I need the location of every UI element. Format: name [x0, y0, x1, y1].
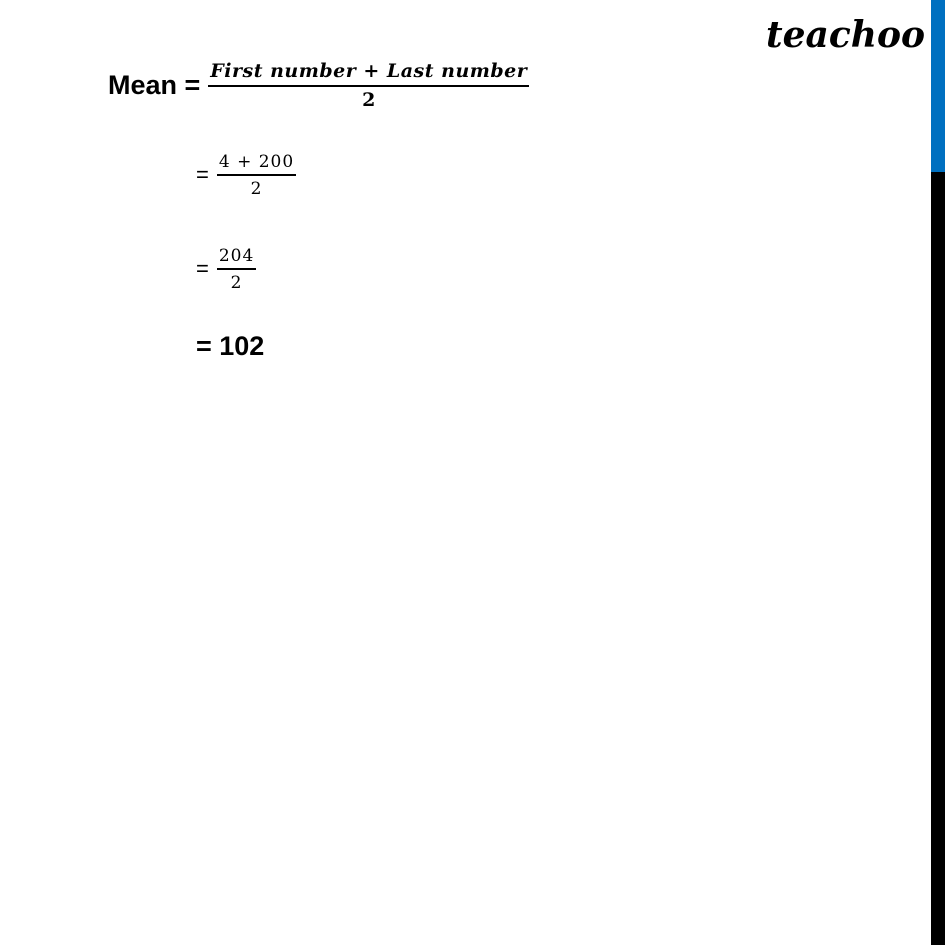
sidebar-accent-bar [931, 0, 945, 172]
step-2-denominator: 2 [230, 272, 243, 293]
step-2-numerator: 204 [218, 246, 255, 266]
equals-sign: = [196, 256, 209, 282]
step-2-fraction [217, 246, 256, 293]
formula-numerator: First number + Last number [210, 60, 528, 82]
formula-denominator: 2 [362, 89, 376, 111]
formula-label: Mean = [108, 70, 201, 100]
step-2 [196, 246, 256, 293]
step-1-numerator: 4 + 200 [218, 152, 295, 172]
final-result: = 102 [196, 331, 265, 361]
mean-formula [108, 60, 529, 111]
step-1-fraction [217, 152, 296, 199]
step-1-denominator: 2 [250, 178, 263, 199]
formula-fraction [208, 60, 529, 111]
step-1 [196, 152, 296, 199]
teachoo-logo: teachoo [766, 14, 925, 56]
equals-sign: = [196, 162, 209, 188]
sidebar-dark-bar [931, 172, 945, 945]
